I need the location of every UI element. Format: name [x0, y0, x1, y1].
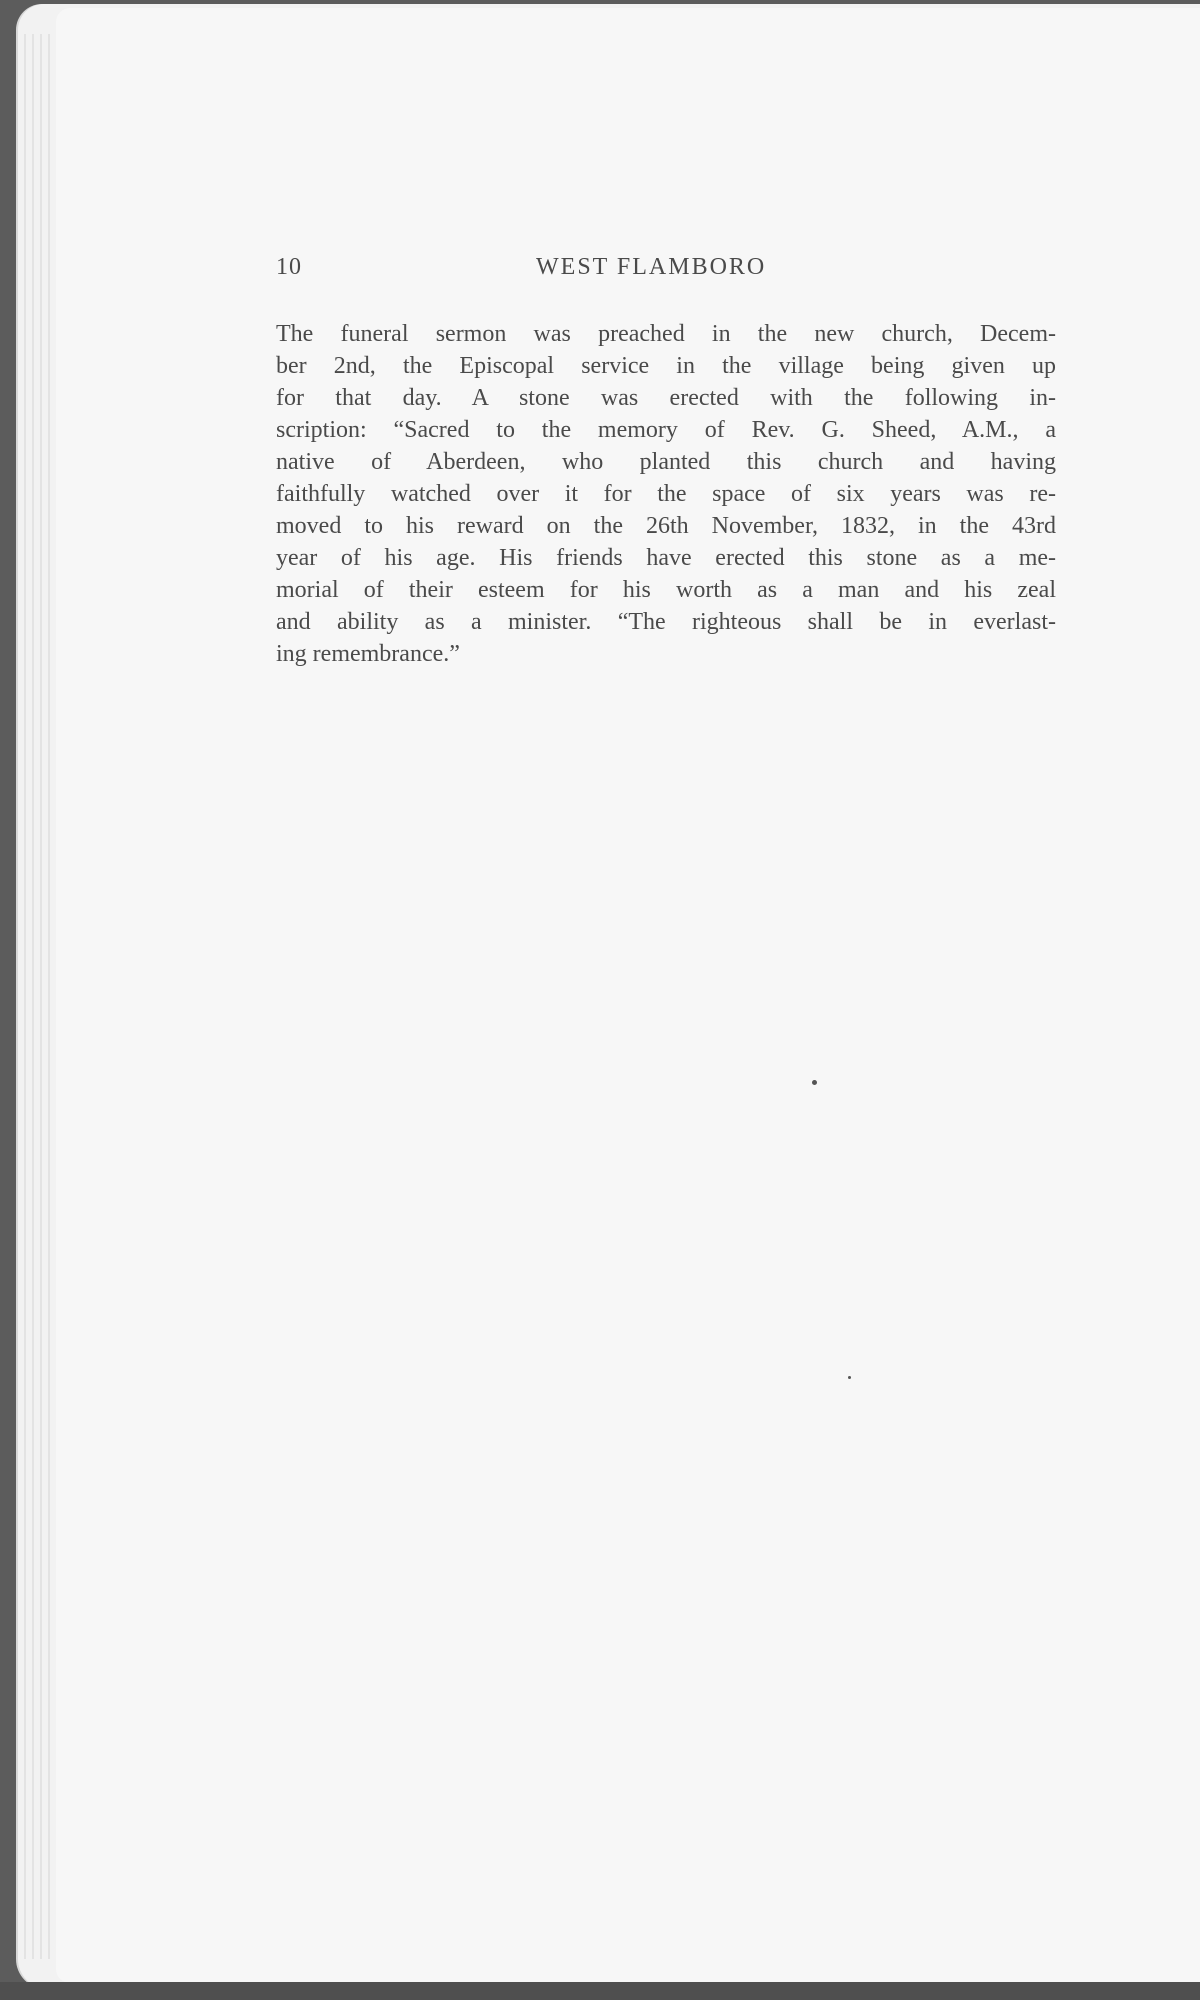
text-line: ber 2nd, the Episcopal service in the village being given up — [276, 353, 1056, 379]
scan-bottom-edge — [0, 1982, 1200, 2000]
text-line: The funeral sermon was preached in the new church, Decem- — [276, 321, 1056, 347]
page-edge — [48, 34, 50, 1959]
book-page — [56, 8, 1200, 1983]
text-line: native of Aberdeen, who planted this church and having — [276, 449, 1056, 475]
text-line: ing remembrance.” — [276, 641, 460, 667]
ink-speck — [812, 1080, 817, 1085]
page-edge — [40, 34, 42, 1959]
text-line: and ability as a minister. “The righteous shall be in everlast- — [276, 609, 1056, 635]
running-title: WEST FLAMBORO — [536, 254, 767, 280]
page-number: 10 — [276, 254, 302, 280]
text-line: morial of their esteem for his worth as a man and his zeal — [276, 577, 1056, 603]
text-line: for that day. A stone was erected with the following in- — [276, 385, 1056, 411]
body-paragraph — [276, 318, 1056, 670]
page-edge — [32, 34, 34, 1959]
ink-speck — [848, 1376, 851, 1379]
text-line: scription: “Sacred to the memory of Rev. G. Sheed, A.M., a — [276, 417, 1056, 443]
text-line: year of his age. His friends have erected this stone as a me- — [276, 545, 1056, 571]
text-line: moved to his reward on the 26th November, 1832, in the 43rd — [276, 513, 1056, 539]
page-header — [276, 254, 1056, 286]
text-line: faithfully watched over it for the space of six years was re- — [276, 481, 1056, 507]
page-edge — [24, 34, 26, 1959]
